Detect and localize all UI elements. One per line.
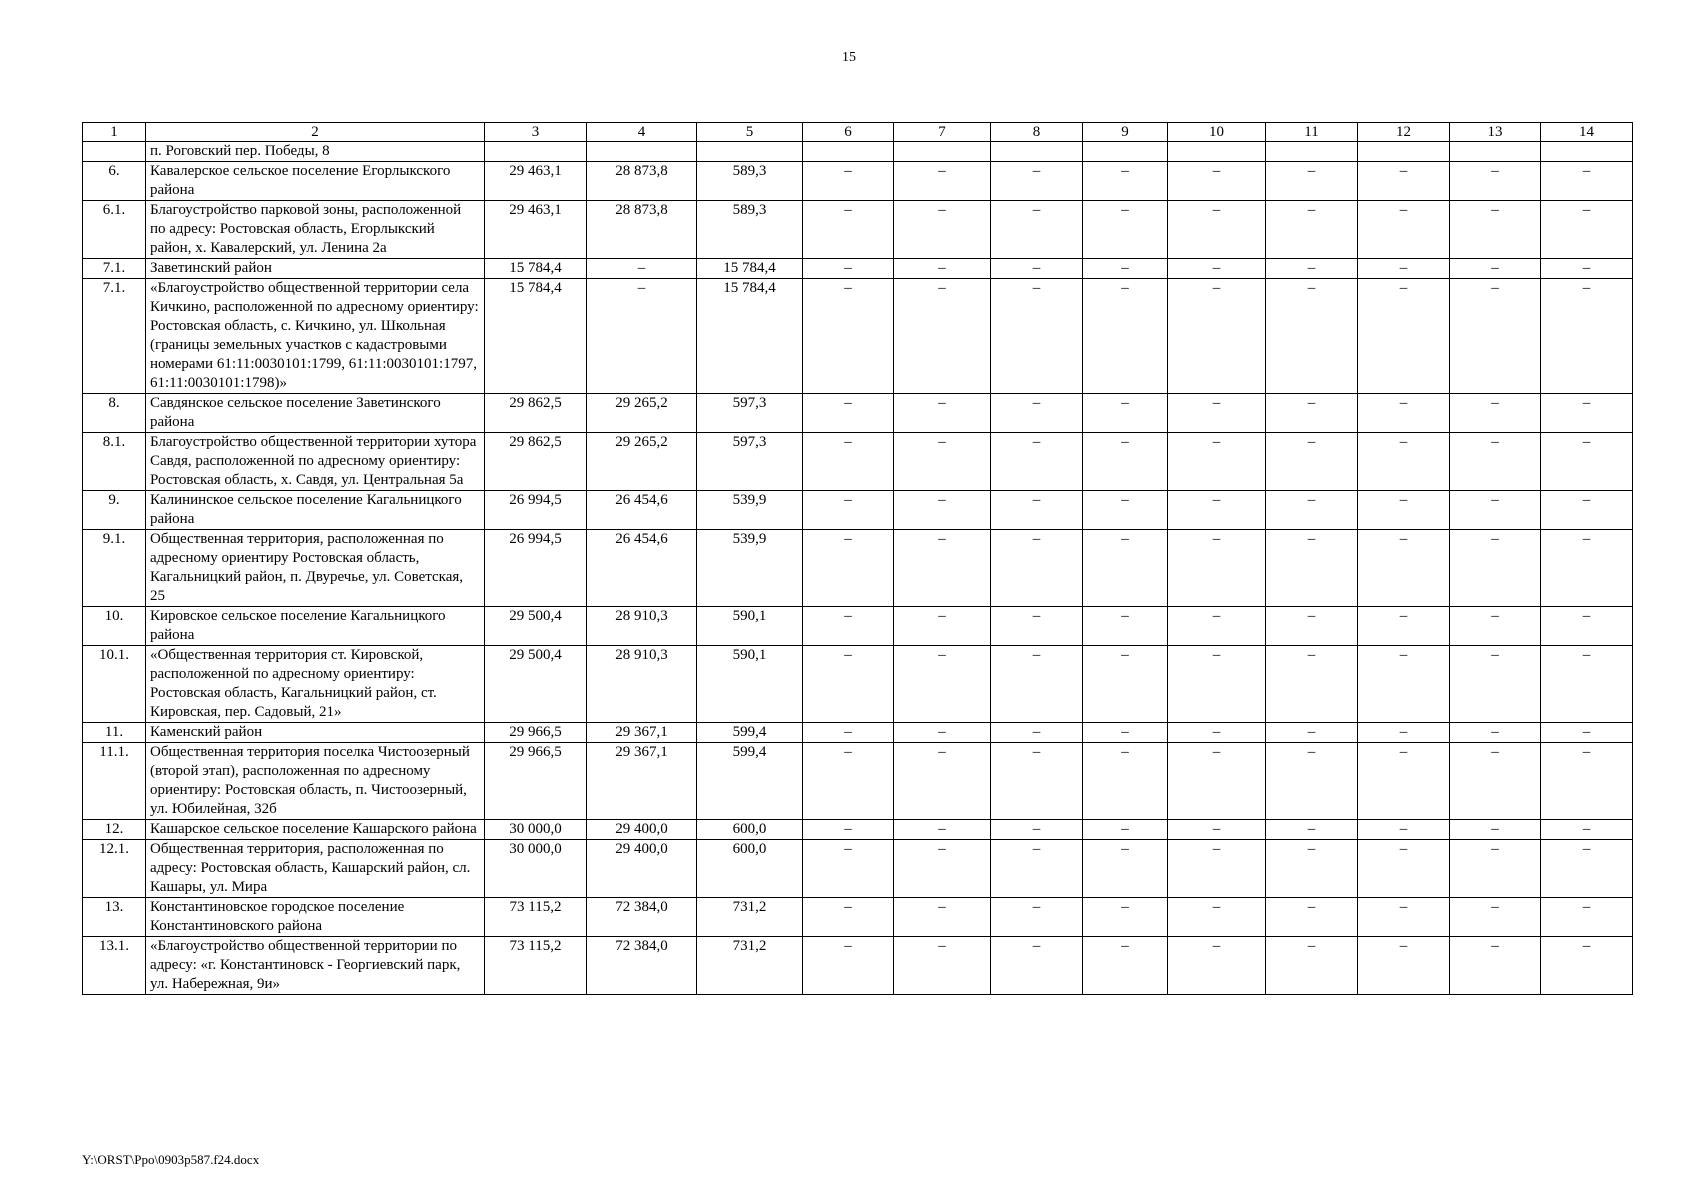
- value-col-12: –: [1358, 820, 1450, 840]
- row-name: Савдянское сельское поселение Заветинского района: [146, 394, 485, 433]
- value-federal: 28 910,3: [587, 607, 697, 646]
- value-col-14: –: [1541, 937, 1633, 995]
- column-header-12: 12: [1358, 123, 1450, 142]
- row-number: 9.1.: [83, 530, 146, 607]
- footer-file-path: Y:\ORST\Ppo\0903p587.f24.docx: [82, 1152, 260, 1167]
- row-number: 6.1.: [83, 201, 146, 259]
- value-col-10: –: [1168, 646, 1266, 723]
- value-col-8: [991, 142, 1083, 162]
- value-col-8: –: [991, 607, 1083, 646]
- value-col-12: –: [1358, 394, 1450, 433]
- value-col-11: –: [1266, 394, 1358, 433]
- value-regional: 15 784,4: [697, 259, 803, 279]
- column-header-1: 1: [83, 123, 146, 142]
- value-regional: 590,1: [697, 607, 803, 646]
- value-total: 29 966,5: [485, 723, 587, 743]
- value-total: 26 994,5: [485, 491, 587, 530]
- value-total: 30 000,0: [485, 820, 587, 840]
- value-col-9: –: [1083, 820, 1168, 840]
- value-regional: 539,9: [697, 530, 803, 607]
- value-col-14: –: [1541, 898, 1633, 937]
- table-row: [83, 394, 1633, 433]
- row-number: 11.: [83, 723, 146, 743]
- value-col-10: –: [1168, 279, 1266, 394]
- row-name: Константиновское городское поселение Константиновского района: [146, 898, 485, 937]
- value-col-7: –: [894, 394, 991, 433]
- value-col-13: –: [1450, 840, 1541, 898]
- value-col-7: –: [894, 162, 991, 201]
- value-col-13: [1450, 142, 1541, 162]
- value-col-10: –: [1168, 201, 1266, 259]
- value-col-13: –: [1450, 723, 1541, 743]
- value-total: 30 000,0: [485, 840, 587, 898]
- value-col-10: –: [1168, 723, 1266, 743]
- table-row: [83, 646, 1633, 723]
- value-regional: 590,1: [697, 646, 803, 723]
- value-total: [485, 142, 587, 162]
- value-col-7: –: [894, 820, 991, 840]
- value-col-11: –: [1266, 433, 1358, 491]
- row-name: Кавалерское сельское поселение Егорлыкского района: [146, 162, 485, 201]
- row-number: 13.1.: [83, 937, 146, 995]
- value-col-7: [894, 142, 991, 162]
- value-col-13: –: [1450, 743, 1541, 820]
- row-number: 12.1.: [83, 840, 146, 898]
- value-col-11: –: [1266, 840, 1358, 898]
- value-col-13: –: [1450, 491, 1541, 530]
- table-row: [83, 898, 1633, 937]
- value-regional: 599,4: [697, 723, 803, 743]
- value-regional: 600,0: [697, 820, 803, 840]
- value-federal: [587, 142, 697, 162]
- value-col-7: –: [894, 937, 991, 995]
- value-col-14: –: [1541, 433, 1633, 491]
- column-header-8: 8: [991, 123, 1083, 142]
- value-col-7: –: [894, 279, 991, 394]
- value-col-8: –: [991, 201, 1083, 259]
- value-col-12: –: [1358, 743, 1450, 820]
- value-col-12: –: [1358, 898, 1450, 937]
- value-regional: 539,9: [697, 491, 803, 530]
- value-col-12: –: [1358, 646, 1450, 723]
- value-col-13: –: [1450, 279, 1541, 394]
- value-total: 29 463,1: [485, 201, 587, 259]
- value-col-14: –: [1541, 723, 1633, 743]
- value-col-11: [1266, 142, 1358, 162]
- value-col-10: –: [1168, 607, 1266, 646]
- table-row: [83, 201, 1633, 259]
- column-header-7: 7: [894, 123, 991, 142]
- value-col-6: –: [803, 898, 894, 937]
- value-federal: 29 367,1: [587, 743, 697, 820]
- value-col-8: –: [991, 937, 1083, 995]
- data-table: [82, 122, 1633, 995]
- value-col-8: –: [991, 840, 1083, 898]
- row-name: Общественная территория поселка Чистоозерный (второй этап), расположенная по адресному ориентиру: Ростовская область, п. Чистоозерный, ул. Юбилейная, 32б: [146, 743, 485, 820]
- value-col-6: –: [803, 279, 894, 394]
- value-col-11: –: [1266, 607, 1358, 646]
- value-col-8: –: [991, 279, 1083, 394]
- value-col-11: –: [1266, 530, 1358, 607]
- value-col-12: –: [1358, 530, 1450, 607]
- value-col-8: –: [991, 433, 1083, 491]
- value-col-6: –: [803, 162, 894, 201]
- value-total: 73 115,2: [485, 937, 587, 995]
- value-col-9: –: [1083, 279, 1168, 394]
- row-number: 8.: [83, 394, 146, 433]
- value-total: 15 784,4: [485, 259, 587, 279]
- column-header-11: 11: [1266, 123, 1358, 142]
- value-col-6: [803, 142, 894, 162]
- value-col-13: –: [1450, 607, 1541, 646]
- value-col-9: –: [1083, 840, 1168, 898]
- value-col-6: –: [803, 433, 894, 491]
- row-name: Общественная территория, расположенная по адресному ориентиру Ростовская область, Кагальницкий район, п. Двуречье, ул. Советская, 25: [146, 530, 485, 607]
- row-name: «Благоустройство общественной территории села Кичкино, расположенной по адресному ориентиру: Ростовская область, с. Кичкино, ул. Школьная (границы земельных участков с кадастровыми номерами 61:11:0030101:1799, 61:11:0030101:1797, 61:11:0030101:1798)»: [146, 279, 485, 394]
- value-col-9: –: [1083, 162, 1168, 201]
- value-col-7: –: [894, 743, 991, 820]
- value-col-14: –: [1541, 646, 1633, 723]
- value-col-8: –: [991, 743, 1083, 820]
- row-number: 10.1.: [83, 646, 146, 723]
- value-federal: –: [587, 279, 697, 394]
- value-col-10: –: [1168, 530, 1266, 607]
- value-col-11: –: [1266, 491, 1358, 530]
- value-col-6: –: [803, 723, 894, 743]
- column-header-10: 10: [1168, 123, 1266, 142]
- value-federal: 29 367,1: [587, 723, 697, 743]
- value-col-9: –: [1083, 394, 1168, 433]
- value-col-6: –: [803, 201, 894, 259]
- row-number: 11.1.: [83, 743, 146, 820]
- row-name: Благоустройство парковой зоны, расположенной по адресу: Ростовская область, Егорлыкский район, х. Кавалерский, ул. Ленина 2а: [146, 201, 485, 259]
- value-col-12: –: [1358, 259, 1450, 279]
- value-total: 29 500,4: [485, 646, 587, 723]
- value-federal: 26 454,6: [587, 530, 697, 607]
- value-col-12: –: [1358, 201, 1450, 259]
- value-col-12: –: [1358, 279, 1450, 394]
- value-federal: –: [587, 259, 697, 279]
- value-col-11: –: [1266, 201, 1358, 259]
- row-number: 8.1.: [83, 433, 146, 491]
- value-col-14: –: [1541, 394, 1633, 433]
- value-col-6: –: [803, 646, 894, 723]
- value-col-6: –: [803, 394, 894, 433]
- value-col-12: –: [1358, 937, 1450, 995]
- value-federal: 72 384,0: [587, 937, 697, 995]
- value-col-11: –: [1266, 937, 1358, 995]
- value-col-14: –: [1541, 840, 1633, 898]
- value-col-12: –: [1358, 607, 1450, 646]
- value-federal: 26 454,6: [587, 491, 697, 530]
- value-federal: 29 265,2: [587, 394, 697, 433]
- value-col-10: –: [1168, 162, 1266, 201]
- table-row: [83, 142, 1633, 162]
- value-col-8: –: [991, 820, 1083, 840]
- table-row: [83, 743, 1633, 820]
- page-number: 15: [842, 50, 856, 65]
- value-col-10: –: [1168, 840, 1266, 898]
- value-total: 15 784,4: [485, 279, 587, 394]
- value-col-14: –: [1541, 491, 1633, 530]
- value-col-9: –: [1083, 898, 1168, 937]
- value-total: 73 115,2: [485, 898, 587, 937]
- value-col-7: –: [894, 259, 991, 279]
- value-col-9: –: [1083, 937, 1168, 995]
- value-col-9: –: [1083, 201, 1168, 259]
- value-col-14: –: [1541, 201, 1633, 259]
- value-col-12: –: [1358, 162, 1450, 201]
- table-row: [83, 259, 1633, 279]
- column-header-13: 13: [1450, 123, 1541, 142]
- row-number: 9.: [83, 491, 146, 530]
- value-col-6: –: [803, 937, 894, 995]
- value-regional: [697, 142, 803, 162]
- value-col-8: –: [991, 898, 1083, 937]
- column-header-2: 2: [146, 123, 485, 142]
- value-col-10: [1168, 142, 1266, 162]
- value-col-14: –: [1541, 743, 1633, 820]
- value-col-8: –: [991, 259, 1083, 279]
- value-col-13: –: [1450, 937, 1541, 995]
- table-row: [83, 162, 1633, 201]
- value-col-6: –: [803, 820, 894, 840]
- column-header-9: 9: [1083, 123, 1168, 142]
- value-col-10: –: [1168, 898, 1266, 937]
- value-col-11: –: [1266, 646, 1358, 723]
- value-col-9: –: [1083, 743, 1168, 820]
- row-name: Кировское сельское поселение Кагальницкого района: [146, 607, 485, 646]
- value-regional: 15 784,4: [697, 279, 803, 394]
- row-name: «Благоустройство общественной территории по адресу: «г. Константиновск - Георгиевский парк, ул. Набережная, 9и»: [146, 937, 485, 995]
- value-col-13: –: [1450, 820, 1541, 840]
- value-col-6: –: [803, 840, 894, 898]
- value-col-9: –: [1083, 646, 1168, 723]
- value-col-13: –: [1450, 433, 1541, 491]
- value-col-9: –: [1083, 530, 1168, 607]
- value-col-7: –: [894, 607, 991, 646]
- value-col-11: –: [1266, 898, 1358, 937]
- table-row: [83, 607, 1633, 646]
- table-row: [83, 491, 1633, 530]
- value-federal: 29 265,2: [587, 433, 697, 491]
- value-regional: 599,4: [697, 743, 803, 820]
- value-federal: 28 873,8: [587, 162, 697, 201]
- value-col-9: –: [1083, 259, 1168, 279]
- value-col-7: –: [894, 530, 991, 607]
- column-header-4: 4: [587, 123, 697, 142]
- row-name: Заветинский район: [146, 259, 485, 279]
- value-col-9: –: [1083, 607, 1168, 646]
- value-col-14: –: [1541, 162, 1633, 201]
- value-regional: 589,3: [697, 162, 803, 201]
- row-name: Каменский район: [146, 723, 485, 743]
- value-col-9: [1083, 142, 1168, 162]
- value-col-13: –: [1450, 162, 1541, 201]
- value-total: 29 862,5: [485, 433, 587, 491]
- value-col-13: –: [1450, 646, 1541, 723]
- value-col-10: –: [1168, 743, 1266, 820]
- row-name: п. Роговский пер. Победы, 8: [146, 142, 485, 162]
- table-row: [83, 279, 1633, 394]
- value-col-8: –: [991, 530, 1083, 607]
- value-col-13: –: [1450, 259, 1541, 279]
- value-total: 29 463,1: [485, 162, 587, 201]
- value-col-9: –: [1083, 723, 1168, 743]
- value-col-14: –: [1541, 530, 1633, 607]
- value-col-7: –: [894, 646, 991, 723]
- row-name: «Общественная территория ст. Кировской, расположенной по адресному ориентиру: Ростовская область, Кагальницкий район, ст. Кировская, пер. Садовый, 21»: [146, 646, 485, 723]
- value-col-7: –: [894, 433, 991, 491]
- value-col-7: –: [894, 491, 991, 530]
- value-col-13: –: [1450, 530, 1541, 607]
- value-total: 26 994,5: [485, 530, 587, 607]
- value-federal: 29 400,0: [587, 840, 697, 898]
- value-col-10: –: [1168, 491, 1266, 530]
- value-total: 29 966,5: [485, 743, 587, 820]
- column-header-14: 14: [1541, 123, 1633, 142]
- table-row: [83, 530, 1633, 607]
- value-col-7: –: [894, 201, 991, 259]
- value-col-13: –: [1450, 201, 1541, 259]
- value-col-10: –: [1168, 259, 1266, 279]
- value-col-10: –: [1168, 937, 1266, 995]
- value-col-11: –: [1266, 259, 1358, 279]
- value-col-10: –: [1168, 820, 1266, 840]
- value-col-12: [1358, 142, 1450, 162]
- value-federal: 28 910,3: [587, 646, 697, 723]
- value-col-13: –: [1450, 394, 1541, 433]
- row-number: 7.1.: [83, 279, 146, 394]
- table-header-row: [83, 123, 1633, 142]
- row-number: [83, 142, 146, 162]
- column-header-3: 3: [485, 123, 587, 142]
- value-col-14: –: [1541, 279, 1633, 394]
- value-col-10: –: [1168, 394, 1266, 433]
- value-col-6: –: [803, 491, 894, 530]
- value-col-13: –: [1450, 898, 1541, 937]
- value-col-9: –: [1083, 491, 1168, 530]
- value-col-8: –: [991, 162, 1083, 201]
- row-name: Кашарское сельское поселение Кашарского района: [146, 820, 485, 840]
- value-col-11: –: [1266, 743, 1358, 820]
- row-number: 6.: [83, 162, 146, 201]
- value-col-12: –: [1358, 723, 1450, 743]
- column-header-5: 5: [697, 123, 803, 142]
- value-col-8: –: [991, 723, 1083, 743]
- value-col-14: –: [1541, 607, 1633, 646]
- row-number: 10.: [83, 607, 146, 646]
- value-federal: 29 400,0: [587, 820, 697, 840]
- value-total: 29 500,4: [485, 607, 587, 646]
- value-col-11: –: [1266, 162, 1358, 201]
- value-total: 29 862,5: [485, 394, 587, 433]
- value-regional: 600,0: [697, 840, 803, 898]
- value-col-12: –: [1358, 491, 1450, 530]
- value-col-14: [1541, 142, 1633, 162]
- value-col-7: –: [894, 840, 991, 898]
- value-col-8: –: [991, 394, 1083, 433]
- value-col-10: –: [1168, 433, 1266, 491]
- table-row: [83, 433, 1633, 491]
- row-name: Калининское сельское поселение Кагальницкого района: [146, 491, 485, 530]
- value-col-6: –: [803, 743, 894, 820]
- value-col-7: –: [894, 723, 991, 743]
- value-col-9: –: [1083, 433, 1168, 491]
- value-col-11: –: [1266, 279, 1358, 394]
- value-col-6: –: [803, 530, 894, 607]
- value-col-8: –: [991, 646, 1083, 723]
- value-federal: 28 873,8: [587, 201, 697, 259]
- row-number: 13.: [83, 898, 146, 937]
- value-regional: 731,2: [697, 937, 803, 995]
- value-col-8: –: [991, 491, 1083, 530]
- table-row: [83, 840, 1633, 898]
- row-number: 7.1.: [83, 259, 146, 279]
- value-col-11: –: [1266, 723, 1358, 743]
- value-regional: 731,2: [697, 898, 803, 937]
- value-col-6: –: [803, 259, 894, 279]
- table-row: [83, 723, 1633, 743]
- value-col-7: –: [894, 898, 991, 937]
- value-regional: 589,3: [697, 201, 803, 259]
- row-name: Благоустройство общественной территории хутора Савдя, расположенной по адресному ориентиру: Ростовская область, х. Савдя, ул. Центральная 5а: [146, 433, 485, 491]
- value-regional: 597,3: [697, 433, 803, 491]
- table-row: [83, 820, 1633, 840]
- value-col-14: –: [1541, 259, 1633, 279]
- row-number: 12.: [83, 820, 146, 840]
- value-federal: 72 384,0: [587, 898, 697, 937]
- value-col-12: –: [1358, 433, 1450, 491]
- value-col-6: –: [803, 607, 894, 646]
- value-regional: 597,3: [697, 394, 803, 433]
- value-col-11: –: [1266, 820, 1358, 840]
- row-name: Общественная территория, расположенная по адресу: Ростовская область, Кашарский район, сл. Кашары, ул. Мира: [146, 840, 485, 898]
- value-col-14: –: [1541, 820, 1633, 840]
- column-header-6: 6: [803, 123, 894, 142]
- table-row: [83, 937, 1633, 995]
- value-col-12: –: [1358, 840, 1450, 898]
